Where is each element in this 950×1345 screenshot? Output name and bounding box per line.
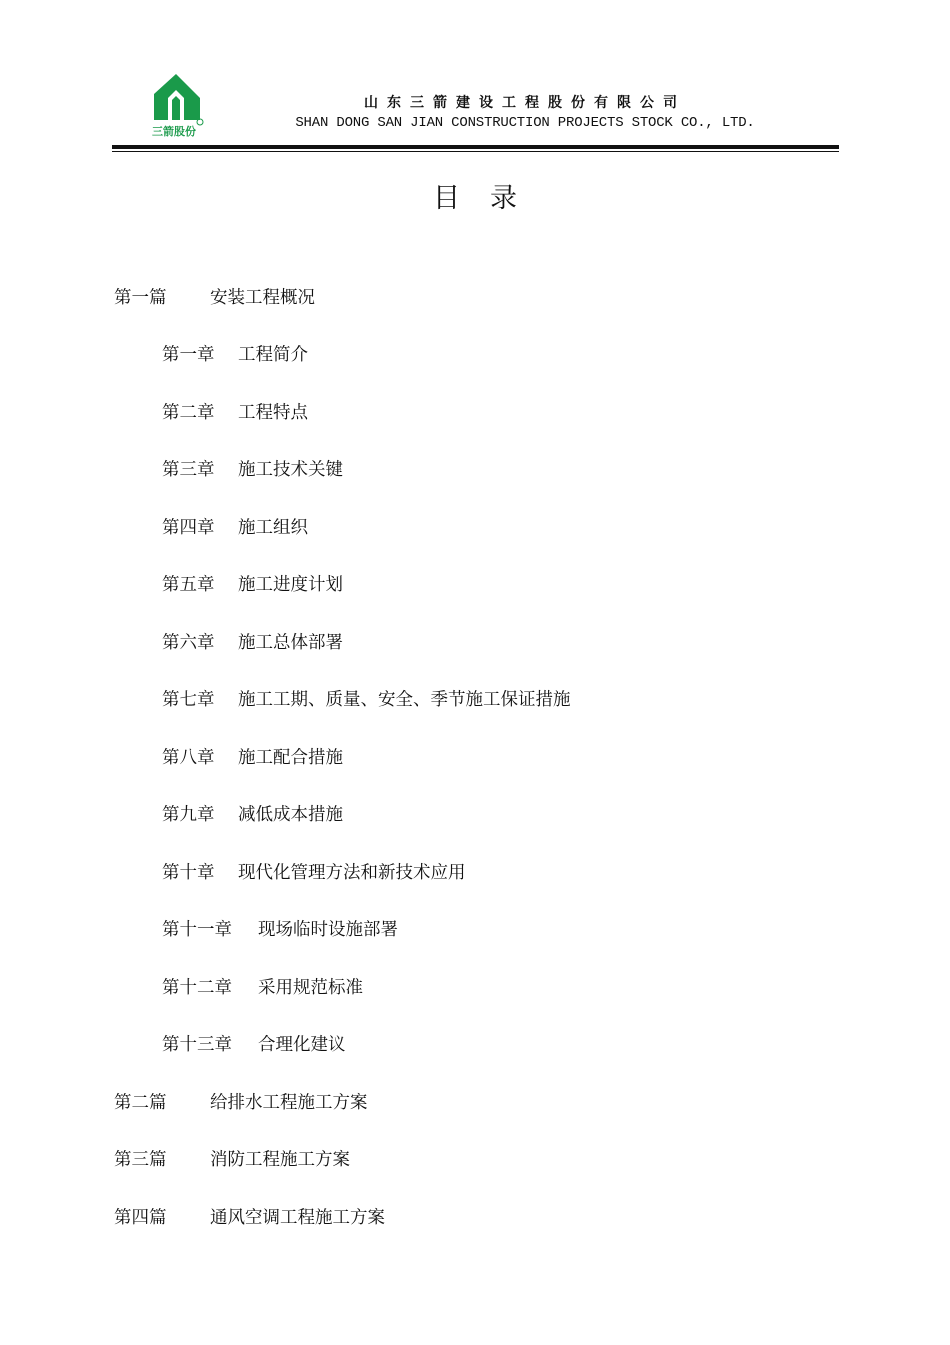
logo-text: 三箭股份	[152, 125, 196, 138]
toc-entry-number: 第十章	[162, 863, 215, 883]
toc-entry-number: 第七章	[162, 690, 215, 710]
toc-entry-number: 第十一章	[162, 920, 232, 940]
toc-entry-title: 现场临时设施部署	[258, 920, 398, 940]
toc-entry-number: 第四篇	[114, 1208, 167, 1228]
toc-entry-number: 第二篇	[114, 1093, 167, 1113]
toc-entry-number: 第十三章	[162, 1035, 232, 1055]
toc-entry-title: 给排水工程施工方案	[210, 1093, 368, 1113]
toc-entry-title: 施工组织	[238, 518, 308, 538]
toc-entry-title: 施工技术关键	[238, 460, 343, 480]
toc-entry-title: 工程简介	[238, 345, 308, 365]
toc-entry-number: 第十二章	[162, 978, 232, 998]
company-name-chinese: 山东三箭建设工程股份有限公司	[364, 95, 686, 111]
toc-entry-title: 工程特点	[238, 403, 308, 423]
toc-entry-title: 施工总体部署	[238, 633, 343, 653]
document-title: 目录	[433, 183, 547, 214]
toc-entry-number: 第四章	[162, 518, 215, 538]
toc-entry-title: 施工配合措施	[238, 748, 343, 768]
toc-entry-title: 现代化管理方法和新技术应用	[238, 863, 466, 883]
company-logo	[150, 70, 206, 140]
toc-entry-title: 施工工期、质量、安全、季节施工保证措施	[238, 690, 571, 710]
toc-entry-title: 合理化建议	[258, 1035, 346, 1055]
toc-entry-number: 第三章	[162, 460, 215, 480]
toc-entry-number: 第九章	[162, 805, 215, 825]
header-rule-thick	[112, 145, 839, 149]
toc-entry-number: 第六章	[162, 633, 215, 653]
toc-entry-title: 通风空调工程施工方案	[210, 1208, 385, 1228]
company-name-english: SHAN DONG SAN JIAN CONSTRUCTION PROJECTS STOCK CO., LTD.	[295, 115, 755, 131]
toc-entry-title: 安装工程概况	[210, 288, 315, 308]
toc-entry-number: 第二章	[162, 403, 215, 423]
toc-entry-number: 第八章	[162, 748, 215, 768]
toc-entry-number: 第一篇	[114, 288, 167, 308]
header-rule-thin	[112, 151, 839, 152]
toc-entry-title: 采用规范标准	[258, 978, 363, 998]
toc-entry-title: 减低成本措施	[238, 805, 343, 825]
toc-entry-number: 第三篇	[114, 1150, 167, 1170]
toc-entry-number: 第一章	[162, 345, 215, 365]
toc-entry-title: 消防工程施工方案	[210, 1150, 350, 1170]
toc-entry-number: 第五章	[162, 575, 215, 595]
toc-entry-title: 施工进度计划	[238, 575, 343, 595]
